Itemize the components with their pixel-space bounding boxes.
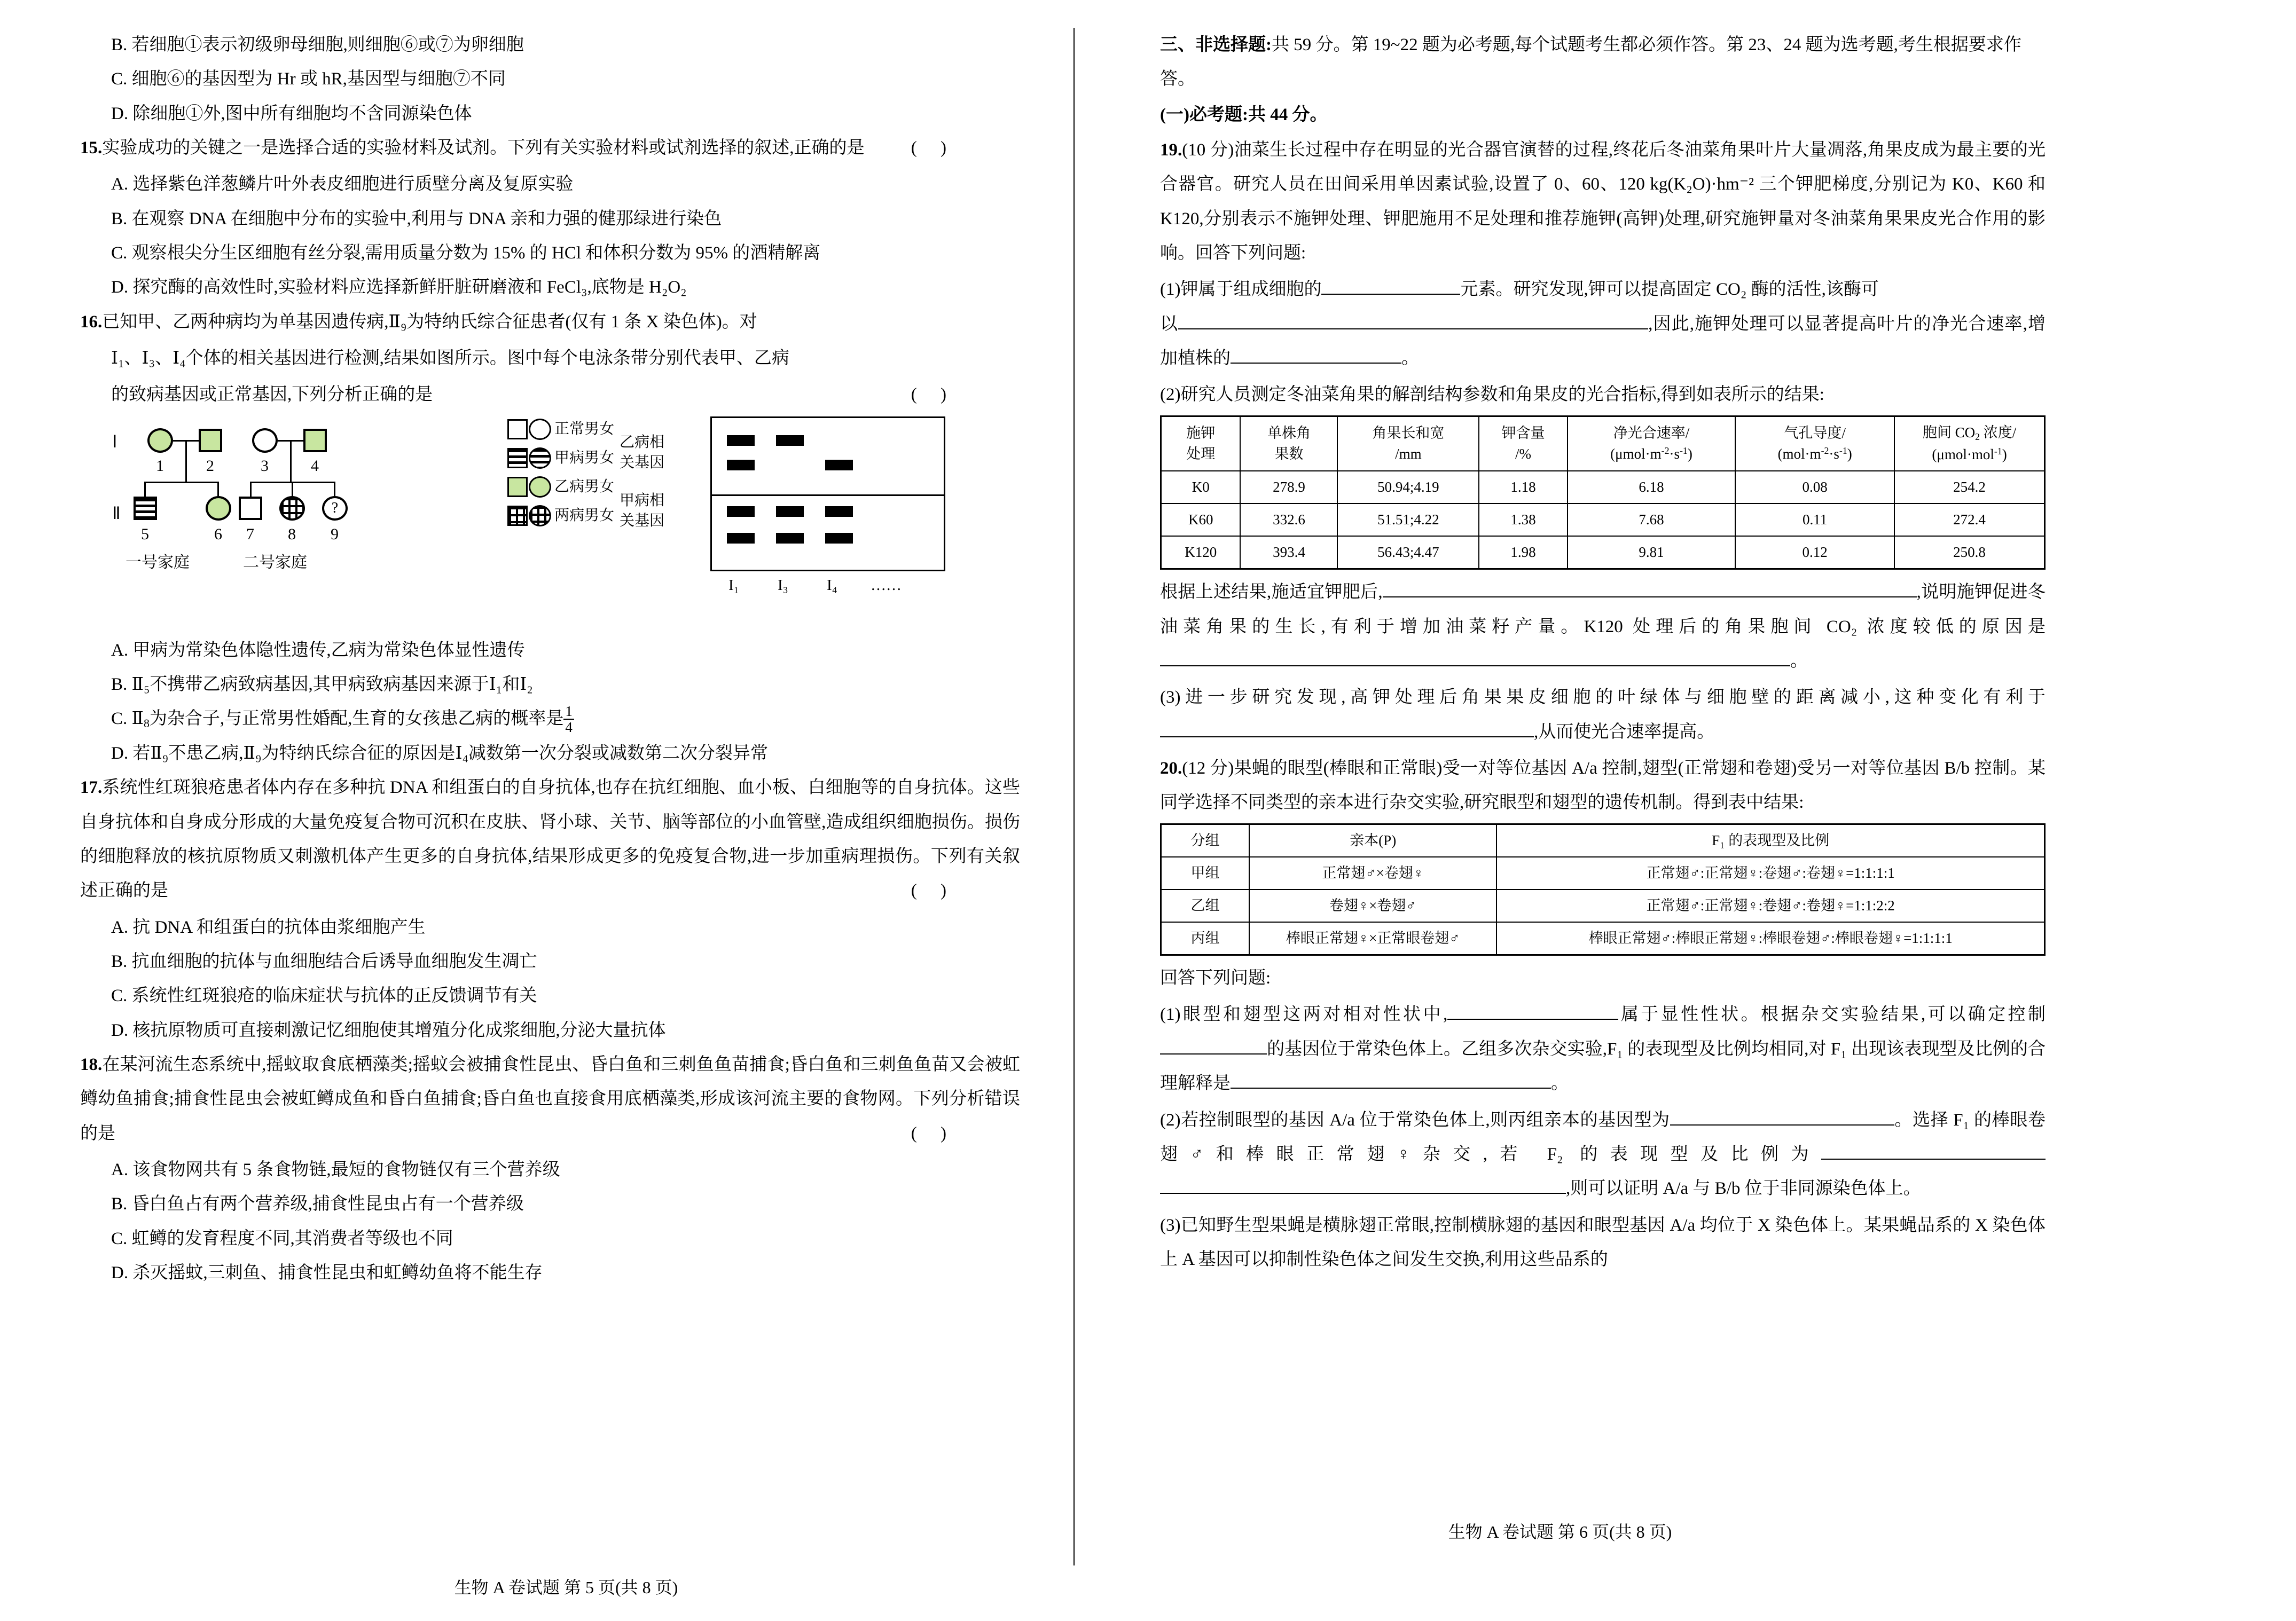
q19-blank-6[interactable] xyxy=(1160,736,1534,737)
gel-band-jia-bottom-lane2 xyxy=(776,533,804,544)
generation-label-II: Ⅱ xyxy=(112,503,121,523)
q19-data-table xyxy=(1160,415,2046,570)
question-16 xyxy=(80,305,1020,339)
section-three-title: 三、非选择题: xyxy=(1160,35,1272,54)
q18-option-b: B. 昏白鱼占有两个营养级,捕食性昆虫占有一个营养级 xyxy=(111,1194,524,1214)
q18-option-a: A. 该食物网共有 5 条食物链,最短的食物链仅有三个营养级 xyxy=(111,1160,560,1179)
q19-cell-k0-5: 0.08 xyxy=(1735,471,1894,503)
child-drop-9 xyxy=(334,482,335,498)
q18-number: 18. xyxy=(80,1055,103,1074)
q19-after-table xyxy=(1160,575,2046,678)
q20-th-f1: F₁ 的表现型及比例 xyxy=(1496,824,2044,857)
q16-stem-line3: 的致病基因或正常基因,下列分析正确的是 xyxy=(111,385,433,405)
q19-cell-k60-0: K60 xyxy=(1161,503,1241,536)
q17-option-d: D. 核抗原物质可直接刺激记忆细胞使其增殖分化成浆细胞,分泌大量抗体 xyxy=(111,1020,666,1040)
q20-th-group: 分组 xyxy=(1161,824,1250,857)
q19-p1-text-e: 。 xyxy=(1401,349,1419,368)
left-page-footer: 生物 A 卷试题 第 5 页(共 8 页) xyxy=(454,1578,678,1597)
q20-p1-blank-2[interactable] xyxy=(1160,1053,1267,1055)
q19-cell-k120-0: K120 xyxy=(1161,536,1241,569)
q19-after-text-b: ,说明施钾促进冬油菜角果的生长,有利于增加油菜籽产量。K120 处理后的角果胞间 CO₂ 浓度较低的原因是 xyxy=(1160,583,2046,636)
q20-cell-bing-parents: 棒眼正常翅♀×正常眼卷翅♂ xyxy=(1249,922,1496,955)
q20-stem: 果蝇的眼型(棒眼和正常眼)受一对等位基因 A/a 控制,翅型(正常翅和卷翅)受另一对等位基因 B/b 控制。某同学选择不同类型的亲本进行杂交实验,研究眼型和翅型的遗传机制。得到表中结果: xyxy=(1160,758,2046,813)
q16-number: 16. xyxy=(80,312,103,332)
pedigree-II7-square xyxy=(239,497,262,520)
q20-p1-text-a: (1)眼型和翅型这两对相对性状中, xyxy=(1160,1005,1448,1025)
pedigree-legend xyxy=(507,419,614,534)
legend-square-jia-icon xyxy=(507,448,528,468)
section-three-body: 共 59 分。第 19~22 题为必考题,每个试题考生都必须作答。第 23、24 题为选考题,考生根据要求作答。 xyxy=(1160,35,2021,89)
q20-cell-jia-group: 甲组 xyxy=(1161,857,1250,890)
q14-option-d: D. 除细胞①外,图中所有细胞均不含同源染色体 xyxy=(111,104,472,123)
legend-circle-normal-icon xyxy=(529,419,551,440)
q16-option-d: D. 若Ⅱ₉不患乙病,Ⅱ₉为特纳氏综合征的原因是Ⅰ₄减数第一次分裂或减数第二次分裂异常 xyxy=(111,743,768,763)
q19-blank-4[interactable] xyxy=(1383,596,1917,597)
pedigree-II9-question-mark: ? xyxy=(331,499,339,516)
q20-p1-text-d: 。 xyxy=(1551,1074,1569,1093)
q19-score: (10 分) xyxy=(1182,140,1234,160)
gel-ellipsis: …… xyxy=(871,576,902,594)
q20-p2-text-b: 。选择 F₁ 的棒眼卷翅♂和棒眼正常翅♀杂交,若 F₂ 的表现型及比例为 xyxy=(1160,1110,2046,1164)
q20-p2-blank-3[interactable] xyxy=(1160,1193,1566,1194)
q14-option-c: C. 细胞⑥的基因型为 Hr 或 hR,基因型与细胞⑦不同 xyxy=(111,69,506,89)
q19-cell-k60-5: 0.11 xyxy=(1735,503,1894,536)
legend-square-normal-icon xyxy=(507,419,528,439)
gel-lane-label-1: I₁ xyxy=(728,576,739,594)
q19-cell-k0-4: 6.18 xyxy=(1568,471,1735,503)
gel-label-jia-1: 甲病相 xyxy=(620,492,665,509)
question-19 xyxy=(1160,133,2046,270)
q19-th-size: 角果长和宽 /mm xyxy=(1337,416,1479,470)
q19-part2: (2)研究人员测定冬油菜角果的解剖结构参数和角果皮的光合指标,得到如表所示的结果: xyxy=(1160,385,1824,405)
q14-option-b: B. 若细胞①表示初级卵母细胞,则细胞⑥或⑦为卵细胞 xyxy=(111,35,524,54)
pedigree-I2-square xyxy=(199,429,222,452)
q15-stem: 实验成功的关键之一是选择合适的实验材料及试剂。下列有关实验材料或试剂选择的叙述,正确的是 xyxy=(102,138,865,158)
gel-lane-label-2: I₃ xyxy=(778,576,788,594)
q20-cell-yi-parents: 卷翅♀×卷翅♂ xyxy=(1249,890,1496,922)
gel-box xyxy=(710,416,945,571)
question-17 xyxy=(80,770,1020,908)
q19-cell-k60-4: 7.68 xyxy=(1568,503,1735,536)
q20-cross-table xyxy=(1160,823,2046,956)
q20-p2-text-a: (2)若控制眼型的基因 A/a 位于常染色体上,则丙组亲本的基因型为 xyxy=(1160,1110,1670,1130)
gel-lane-label-3: I₄ xyxy=(827,576,837,594)
family-label-2: 二号家庭 xyxy=(243,553,307,571)
pedigree-II7-number: 7 xyxy=(246,525,254,543)
q20-th-parents: 亲本(P) xyxy=(1249,824,1496,857)
q18-option-d: D. 杀灭摇蚊,三刺鱼、捕食性昆虫和虹鳟幼鱼将不能生存 xyxy=(111,1263,543,1282)
gel-band-yi-bottom-lane1 xyxy=(727,460,755,470)
q19-cell-k0-0: K0 xyxy=(1161,471,1241,503)
pedigree-I1-number: 1 xyxy=(156,457,164,475)
gel-band-jia-top-lane3 xyxy=(825,506,853,517)
q16-stem-line1: 已知甲、乙两种病均为单基因遗传病,Ⅱ₉为特纳氏综合征患者(仅有 1 条 X 染色体)。对 xyxy=(102,312,757,332)
q19-cell-k60-6: 272.4 xyxy=(1894,503,2044,536)
q19-cell-k0-3: 1.18 xyxy=(1479,471,1568,503)
q20-cell-yi-f1: 正常翅♂:正常翅♀:卷翅♂:卷翅♀=1:1:2:2 xyxy=(1496,890,2044,922)
q20-cell-yi-group: 乙组 xyxy=(1161,890,1250,922)
gel-divider-line xyxy=(712,494,944,496)
pedigree-II9-circle xyxy=(322,496,348,521)
q19-p1-text-b: 元素。研究发现,钾可以提高固定 CO₂ 酶的活性,该酶可 xyxy=(1460,280,1879,300)
legend-square-yi-icon xyxy=(507,477,528,497)
q19-p3-text-a: (3)进一步研究发现,高钾处理后角果果皮细胞的叶绿体与细胞壁的距离减小,这种变化有利于 xyxy=(1160,688,2046,707)
gel-band-jia-top-lane2 xyxy=(776,506,804,517)
q20-cell-bing-group: 丙组 xyxy=(1161,922,1250,955)
q20-p1-text-b: 属于显性性状。根据杂交实验结果,可以确定控制 xyxy=(1618,1005,2046,1025)
q17-number: 17. xyxy=(80,778,103,798)
q17-stem: 系统性红斑狼疮患者体内存在多种抗 DNA 和组蛋白的自身抗体,也存在抗红细胞、血小板、白细胞等的自身抗体。这些自身抗体和自身成分形成的大量免疫复合物可沉积在皮肤、肾小球、关节、脑等部位的小血管壁,造成组织细胞损伤。损伤的细胞释放的核抗原物质又刺激机体产生更多的自身抗体,结果形成更多的免疫复合物,进一步加重病理损伤。下列有关叙述正确的是 xyxy=(80,778,1020,901)
gel-band-jia-bottom-lane3 xyxy=(825,533,853,544)
section-three-header xyxy=(1160,28,2046,97)
q20-table-row-jia xyxy=(1161,857,2045,890)
q20-cell-jia-parents: 正常翅♂×卷翅♀ xyxy=(1249,857,1496,890)
q20-cell-jia-f1: 正常翅♂:正常翅♀:卷翅♂:卷翅♀=1:1:1:1 xyxy=(1496,857,2044,890)
pedigree-II6-circle xyxy=(206,496,231,521)
right-page-footer: 生物 A 卷试题 第 6 页(共 8 页) xyxy=(1448,1522,1672,1541)
descent-drop-2 xyxy=(290,440,292,483)
gel-band-jia-bottom-lane1 xyxy=(727,533,755,544)
left-column xyxy=(80,28,1052,1621)
q15-option-c: C. 观察根尖分生区细胞有丝分裂,需用质量分数为 15% 的 HCl 和体积分数为 95% 的酒精解离 xyxy=(111,243,821,263)
question-18 xyxy=(80,1048,1020,1151)
q19-p1-blank-3[interactable] xyxy=(1231,363,1401,364)
q16-option-a: A. 甲病为常染色体隐性遗传,乙病为常染色体显性遗传 xyxy=(111,640,525,660)
legend-row-jia xyxy=(507,447,614,469)
q19-cell-k60-2: 51.51;4.22 xyxy=(1337,503,1479,536)
q19-th-kcontent: 钾含量 /% xyxy=(1479,416,1568,470)
q19-cell-k120-5: 0.12 xyxy=(1735,536,1894,569)
gel-band-jia-top-lane1 xyxy=(727,506,755,517)
q19-th-pods: 单株角 果数 xyxy=(1240,416,1337,470)
sibship-line-1 xyxy=(144,482,219,483)
gel-label-jia-2: 关基因 xyxy=(620,513,665,530)
q19-part1 xyxy=(1160,272,2046,375)
q19-th-treatment: 施钾 处理 xyxy=(1161,416,1241,470)
q19-cell-k60-3: 1.38 xyxy=(1479,503,1568,536)
q18-answer-marker: ( ) xyxy=(911,1123,956,1143)
gel-label-yi-1: 乙病相 xyxy=(620,434,665,451)
legend-circle-yi-icon xyxy=(529,476,551,498)
q19-cell-k0-1: 278.9 xyxy=(1240,471,1337,503)
q20-p2-blank-1[interactable] xyxy=(1670,1124,1894,1126)
q19-part3 xyxy=(1160,680,2046,749)
child-drop-7 xyxy=(250,482,252,498)
pedigree-I2-number: 2 xyxy=(206,457,214,475)
pedigree-II8-circle xyxy=(279,496,305,521)
family-label-1: 一号家庭 xyxy=(126,553,190,571)
q17-option-c: C. 系统性红斑狼疮的临床症状与抗体的正反馈调节有关 xyxy=(111,986,537,1006)
q19-p1-text-a: (1)钾属于组成细胞的 xyxy=(1160,280,1322,300)
q19-after-text-c: 。 xyxy=(1790,651,1808,671)
electrophoresis-gel xyxy=(710,416,945,594)
q20-part3: (3)已知野生型果蝇是横脉翅正常眼,控制横脉翅的基因和眼型基因 A/a 均位于 X 染色体上。某果蝇品系的 X 染色体上 A 基因可以抑制性染色体之间发生交换,利用这些品系的 xyxy=(1160,1215,2046,1269)
q20-p1-blank-1[interactable] xyxy=(1447,1019,1618,1020)
pedigree-II5-number: 5 xyxy=(141,525,149,543)
q20-part2 xyxy=(1160,1103,2046,1206)
q19-th-stomatal: 气孔导度/ $(mol\cdot m^{-2}\cdot s^{-1})$ xyxy=(1735,416,1894,470)
legend-square-both-icon xyxy=(507,506,528,526)
q19-cell-k120-6: 250.8 xyxy=(1894,536,2044,569)
q18-option-c: C. 虹鳟的发育程度不同,其消费者等级也不同 xyxy=(111,1229,453,1248)
pedigree-II8-number: 8 xyxy=(288,525,296,543)
q19-table-row-k120 xyxy=(1161,536,2045,569)
gel-band-yi-top-lane2 xyxy=(776,435,804,446)
q16-option-b: B. Ⅱ₅不携带乙病致病基因,其甲病致病基因来源于Ⅰ₁和Ⅰ₂ xyxy=(111,675,533,695)
descent-drop-1 xyxy=(185,440,187,483)
q16-option-c: C. $Ⅱ_8$为杂合子,与正常男性婚配,生育的女孩患乙病的概率是 $\frac{1}{4}$ xyxy=(80,702,1020,736)
q20-table-row-yi xyxy=(1161,890,2045,922)
q20-p2-blank-2[interactable] xyxy=(1821,1159,2046,1160)
q15-option-a: A. 选择紫色洋葱鳞片叶外表皮细胞进行质壁分离及复原实验 xyxy=(111,175,574,194)
q15-answer-marker: ( ) xyxy=(911,138,956,158)
legend-label-normal: 正常男女 xyxy=(554,420,615,437)
q17-option-a: A. 抗 DNA 和组蛋白的抗体由浆细胞产生 xyxy=(111,917,426,937)
q20-p1-blank-3[interactable] xyxy=(1231,1088,1551,1089)
q19-th-netphoto: 净光合速率/ $(\mu mol\cdot m^{-2}\cdot s^{-1})$ xyxy=(1568,416,1735,470)
q19-cell-k120-2: 56.43;4.47 xyxy=(1337,536,1479,569)
q19-p3-text-b: ,从而使光合速率提高。 xyxy=(1534,722,1715,742)
q19-cell-k120-4: 9.81 xyxy=(1568,536,1735,569)
q19-blank-5[interactable] xyxy=(1160,665,1790,666)
pedigree-I4-square xyxy=(303,429,327,452)
legend-label-jia: 甲病男女 xyxy=(554,449,615,466)
q15-option-b: B. 在观察 DNA 在细胞中分布的实验中,利用与 DNA 亲和力强的健那绿进行染色 xyxy=(111,209,722,229)
gel-label-yi-2: 关基因 xyxy=(620,454,665,471)
gel-band-yi-top-lane1 xyxy=(727,435,755,446)
subsection-required-header: (一)必考题:共 44 分。 xyxy=(1160,105,1328,124)
q19-table-row-k0 xyxy=(1161,471,2045,503)
right-column xyxy=(1073,28,2046,1565)
q15-number: 15. xyxy=(80,138,103,158)
legend-circle-jia-icon xyxy=(529,447,551,469)
q19-table-row-k60 xyxy=(1161,503,2045,536)
legend-label-yi: 乙病男女 xyxy=(554,478,615,495)
q20-table-header-row xyxy=(1161,824,2045,857)
q20-p2-text-c: ,则可以证明 A/a 与 B/b 位于非同源染色体上。 xyxy=(1566,1179,1921,1199)
generation-label-I: Ⅰ xyxy=(112,431,117,451)
pedigree-chart xyxy=(112,416,486,619)
pedigree-II6-number: 6 xyxy=(214,525,222,543)
child-drop-8 xyxy=(292,482,293,498)
q16-figure xyxy=(80,416,1020,630)
q20-score: (12 分) xyxy=(1182,758,1234,778)
legend-circle-both-icon xyxy=(529,505,551,526)
q20-part1 xyxy=(1160,997,2046,1100)
q20-prompt: 回答下列问题: xyxy=(1160,969,1271,988)
child-drop-5 xyxy=(144,482,146,498)
pedigree-II9-number: 9 xyxy=(331,525,339,543)
q19-cell-k120-3: 1.98 xyxy=(1479,536,1568,569)
q20-number: 20. xyxy=(1160,758,1182,778)
q19-p1-text-c: 以 xyxy=(1160,314,1179,334)
pedigree-I3-circle xyxy=(252,428,278,453)
q16-stem-line2: Ⅰ₁、Ⅰ₃、Ⅰ₄个体的相关基因进行检测,结果如图所示。图中每个电泳条带分别代表甲、乙病 xyxy=(111,349,789,368)
question-15 xyxy=(80,131,1020,165)
legend-row-both xyxy=(507,505,614,526)
q18-stem: 在某河流生态系统中,摇蚊取食底栖藻类;摇蚊会被捕食性昆虫、昏白鱼和三刺鱼鱼苗捕食;昏白鱼和三刺鱼鱼苗又会被虹鳟幼鱼捕食;捕食性昆虫会被虹鳟成鱼和昏白鱼捕食;昏白鱼也直接食用底栖藻类,形成该河流主要的食物网。下列分析错误的是 xyxy=(80,1055,1020,1143)
pedigree-I4-number: 4 xyxy=(311,457,319,475)
q15-option-d: D. 探究酶的高效性时,实验材料应选择新鲜肝脏研磨液和 FeCl₃,底物是 H₂O₂ xyxy=(111,278,687,297)
legend-row-normal xyxy=(507,419,614,440)
gel-row-labels xyxy=(620,428,664,531)
q17-answer-marker: ( ) xyxy=(911,881,956,901)
question-20 xyxy=(1160,751,2046,820)
gel-band-yi-bottom-lane3 xyxy=(825,460,853,470)
legend-row-yi xyxy=(507,476,614,498)
q20-table-row-bing xyxy=(1161,922,2045,955)
q19-p1-blank-1[interactable] xyxy=(1321,294,1460,295)
q16-answer-marker: ( ) xyxy=(911,385,956,405)
child-drop-6 xyxy=(217,482,219,498)
legend-label-both: 两病男女 xyxy=(554,507,615,524)
q19-number: 19. xyxy=(1160,140,1182,160)
q19-table-header-row xyxy=(1161,416,2045,470)
pedigree-I1-circle xyxy=(147,428,173,453)
q17-option-b: B. 抗血细胞的抗体与血细胞结合后诱导血细胞发生凋亡 xyxy=(111,951,537,971)
q19-cell-k0-6: 254.2 xyxy=(1894,471,2044,503)
q19-after-text-a: 根据上述结果,施适宜钾肥后, xyxy=(1160,583,1383,602)
pedigree-II5-square xyxy=(134,497,157,520)
q19-stem: 油菜生长过程中存在明显的光合器官演替的过程,终花后冬油菜角果叶片大量凋落,角果皮成为最主要的光合器官。研究人员在田间采用单因素试验,设置了 0、60、120 kg(K₂O)·hm⁻² 三个钾肥梯度,分别记为 K0、K60 和 K120,分别表示不施钾处理、钾肥施用不足处理和推荐施钾(高钾)处理,研究施钾量对冬油菜角果果皮光合作用的影响。回答下列问题: xyxy=(1160,140,2046,263)
q19-cell-k120-1: 393.4 xyxy=(1240,536,1337,569)
q16-stem-wrap xyxy=(80,377,1020,412)
q19-cell-k0-2: 50.94;4.19 xyxy=(1337,471,1479,503)
q19-th-co2: 胞间 $CO_2$ 浓度/ (μmol·mol$^{-1}$) xyxy=(1894,416,2044,470)
q20-p1-text-c: 的基因位于常染色体上。乙组多次杂交实验,F₁ 的表现型及比例均相同,对 F₁ 出现该表现型及比例的合理解释是 xyxy=(1160,1039,2046,1093)
q20-cell-bing-f1: 棒眼正常翅♂:棒眼正常翅♀:棒眼卷翅♂:棒眼卷翅♀=1:1:1:1 xyxy=(1496,922,2044,955)
q19-cell-k60-1: 332.6 xyxy=(1240,503,1337,536)
q19-p1-blank-2[interactable] xyxy=(1178,328,1648,329)
pedigree-I3-number: 3 xyxy=(261,457,269,475)
q19-p1-text-d: ,因此,施钾处理可以显著提高叶片的净光合速率,增加植株的 xyxy=(1160,314,2046,368)
